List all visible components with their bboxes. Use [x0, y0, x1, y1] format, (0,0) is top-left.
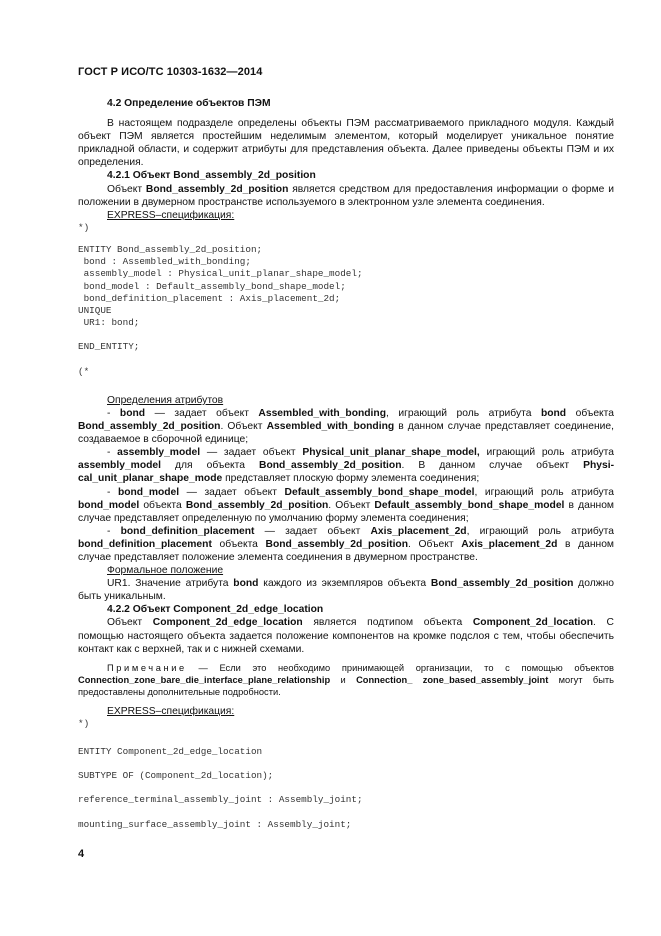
- code-line: assembly_model : Physical_unit_planar_shape_model;: [78, 268, 363, 280]
- code-line: UNIQUE: [78, 305, 112, 317]
- attributes-label: Определения атрибутов: [107, 394, 224, 406]
- note: Примечание — Если это необходимо принимающей организации, то с помощью объектов Connection_zone_bare_die_interface_plane_relationship и Connection_ zone_based_assembly_joint могут быть предоставлены дополнительные подробности.: [78, 662, 614, 697]
- attribute-bond: - bond — задает объект Assembled_with_bonding, играющий роль атрибута bond объекта Bond_assembly_2d_position. Объект Assembled_with_bonding в данном случае представляет соединение, создаваемое в сборочной единице;: [78, 407, 614, 446]
- object-heading-2: 4.2.2 Объект Component_2d_edge_location: [107, 604, 324, 616]
- object-description-2: Объект Component_2d_edge_location является подтипом объекта Component_2d_location. С помощью настоящего объекта задается положение компонентов на кромке подслоя с тем, чтобы обеспечить контакт как с верхней, так и с нижней схемами.: [78, 617, 614, 655]
- code-line: ENTITY Component_2d_edge_location: [78, 746, 263, 758]
- code-line: UR1: bond;: [78, 317, 140, 329]
- code-line: ENTITY Bond_assembly_2d_position;: [78, 244, 263, 256]
- page-header: ГОСТ Р ИСО/ТС 10303-1632—2014: [78, 66, 263, 78]
- code-close-1: (*: [78, 365, 90, 377]
- code-line: bond_definition_placement : Axis_placement_2d;: [78, 292, 341, 304]
- code-line: bond_model : Default_assembly_bond_shape_model;: [78, 280, 346, 292]
- formal-rule: UR1. Значение атрибута bond каждого из экземпляров объекта Bond_assembly_2d_position должно быть уникальным.: [78, 578, 614, 603]
- attribute-bond-definition-placement: - bond_definition_placement — задает объект Axis_placement_2d, играющий роль атрибута bond_definition_placement объекта Bond_assembly_2d_position. Объект Axis_placement_2d в данном случае представляет положение элемента соединения в двумерном пространстве.: [78, 525, 615, 563]
- page-content: [78, 97, 614, 831]
- code-line: bond : Assembled_with_bonding;: [78, 256, 251, 268]
- object-heading-1: 4.2.1 Объект Bond_assembly_2d_position: [107, 170, 316, 182]
- formal-label: Формальное положение: [107, 565, 224, 577]
- code-end-1: END_ENTITY;: [78, 341, 140, 353]
- object-description-1: Объект Bond_assembly_2d_position является средством для предоставления информации о форме и положении в двумерном пространстве используемого в электронном узле элемента соединения.: [78, 183, 614, 208]
- code-block-1: [78, 244, 614, 329]
- page-number: 4: [78, 848, 85, 860]
- express-label-1: EXPRESS–спецификация:: [107, 209, 235, 221]
- attribute-bond-model: - bond_model — задает объект Default_assembly_bond_shape_model, играющий роль атрибута bond_model объекта Bond_assembly_2d_position. Объект Default_assembly_bond_shape_model в данном случае представляет определенную по умолчанию форму элемента соединения;: [78, 486, 614, 524]
- code-line: reference_terminal_assembly_joint : Assembly_joint;: [78, 794, 363, 806]
- code-open-1: *): [78, 221, 90, 233]
- code-line: mounting_surface_assembly_joint : Assembly_joint;: [78, 818, 352, 830]
- code-line: SUBTYPE OF (Component_2d_location);: [78, 770, 274, 782]
- express-label-2: EXPRESS–спецификация:: [107, 705, 235, 717]
- code-open-2: *): [78, 717, 90, 729]
- section-heading: 4.2 Определение объектов ПЭМ: [107, 98, 271, 109]
- attribute-assembly-model: - assembly_model — задает объект Physical_unit_planar_shape_model, играющий роль атрибута assembly_model для объекта Bond_assembly_2d_position. В данном случае объект Physical_unit_planar_shape_mode представляет плоскую форму элемента соединения;: [78, 447, 614, 485]
- section-intro: В настоящем подразделе определены объекты ПЭМ рассматриваемого прикладного модуля. Каждый объект ПЭМ является простейшим неделимым элементом, который моделирует уникальное понятие прикладной области, и содержит атрибуты для представления объекта. Далее приведены объекты ПЭМ и их определения.: [78, 118, 614, 169]
